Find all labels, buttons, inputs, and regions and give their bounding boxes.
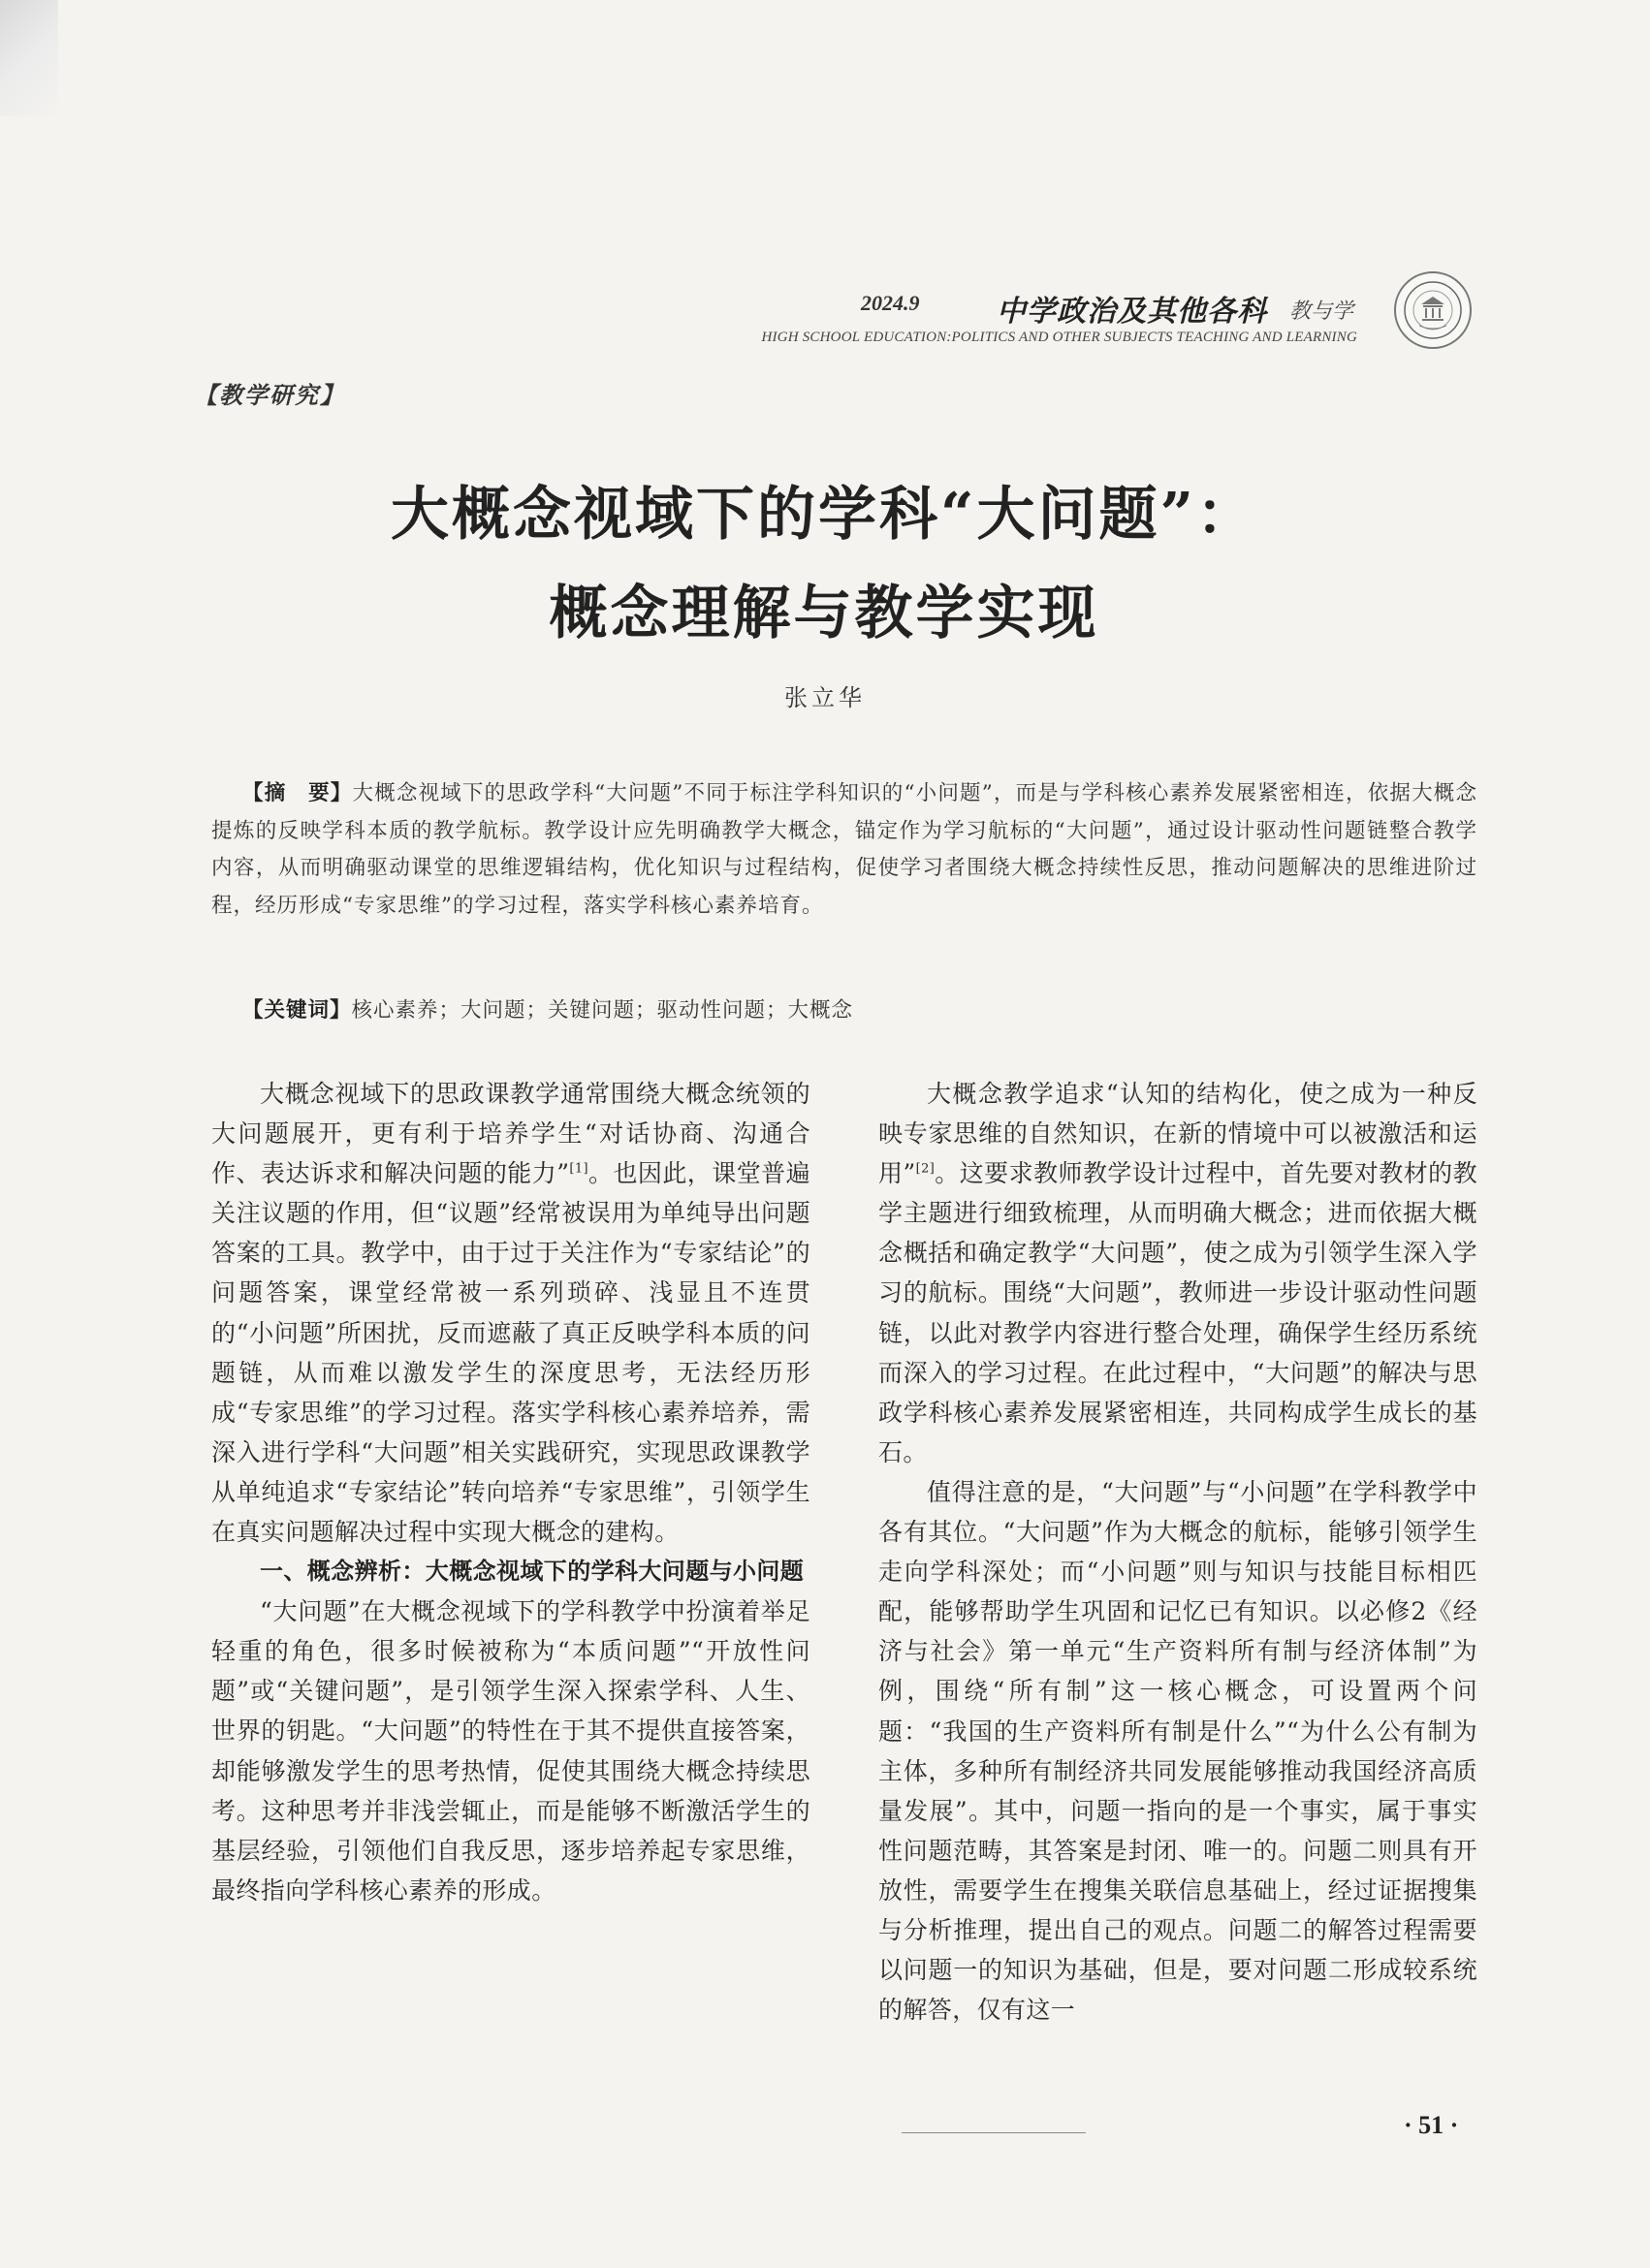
body-column-left [211,1074,810,1910]
journal-english-name: HIGH SCHOOL EDUCATION:POLITICS AND OTHER SUBJECTS TEACHING AND LEARNING [761,330,1357,345]
author-name: 张立华 [784,684,866,711]
article-title [145,465,1503,663]
abstract-text: 大概念视域下的思政学科“大问题”不同于标注学科知识的“小问题”，而是与学科核心素养发展紧密相连，依据大概念提炼的反映学科本质的教学航标。教学设计应先明确教学大概念，锚定作为学习航标的“大问题”，通过设计驱动性问题链整合教学内容，从而明确驱动课堂的思维逻辑结构，优化知识与过程结构，促使学习者围绕大概念持续性反思，推动问题解决的思维进阶过程，经历形成“专家思维”的学习过程，落实学科核心素养培育。 [211,781,1477,918]
issue-number: 2024.9 [861,291,920,315]
paragraph-text: 大概念视域下的思政课教学通常围绕大概念统领的大问题展开，更有利于培养学生“对话协商、沟通合作、表达诉求和解决问题的能力” [211,1080,810,1188]
abstract [211,775,1477,925]
scan-corner-shadow [0,0,58,116]
page-number: · 51 · [1404,2111,1459,2139]
journal-name: 中学政治及其他各科 [997,295,1267,329]
abstract-label: 【摘 要】 [242,781,353,805]
paragraph [878,1074,1477,1472]
paragraph-text: 。也因此，课堂普遍关注议题的作用，但“议题”经常被误用为单纯导出问题答案的工具。教学中，由于过于关注作为“专家结论”的问题答案，课堂经常被一系列琐碎、浅显且不连贯的“小问题”所困扰，反而遮蔽了真正反映学科本质的问题链，从而难以激发学生的深度思考，无法经历形成“专家思维”的学习过程。落实学科核心素养培养，需深入进行学科“大问题”相关实践研究，实现思政课教学从单纯追求“专家结论”转向培养“专家思维”，引领学生在真实问题解决过程中实现大概念的建构。 [211,1159,810,1547]
paragraph: “大问题”在大概念视域下的学科教学中扮演着举足轻重的角色，很多时候被称为“本质问题”“开放性问题”或“关键问题”，是引领学生深入探索学科、人生、世界的钥匙。“大问题”的特性在于其不提供直接答案，却能够激发学生的思考热情，促使其围绕大概念持续思考。这种思考并非浅尝辄止，而是能够不断激活学生的基层经验，引领他们自我反思，逐步培养起专家思维，最终指向学科核心素养的形成。 [211,1597,810,1905]
paragraph [211,1074,810,1552]
paragraph-text: 大概念教学追求“认知的结构化，使之成为一种反映专家思维的自然知识，在新的情境中可以被激活和运用” [878,1080,1477,1188]
paragraph-text: 。这要求教师教学设计过程中，首先要对教材的教学主题进行细致梳理，从而明确大概念；进而依据大概念概括和确定教学“大问题”，使之成为引领学生深入学习的航标。围绕“大问题”，教师进一步设计驱动性问题链，以此对教学内容进行整合处理，确保学生经历系统而深入的学习过程。在此过程中，“大问题”的解决与思政学科核心素养发展紧密相连，共同构成学生成长的基石。 [878,1159,1477,1466]
body-column-right [878,1074,1477,2030]
keywords [242,992,1474,1029]
citation-ref: [2] [915,1161,936,1177]
journal-title-line [861,287,1384,333]
university-seal-logo [1394,271,1472,349]
footnote-rule [902,2132,1086,2133]
keywords-text: 核心素养；大问题；关键问题；驱动性问题；大概念 [351,998,854,1023]
citation-ref: [1] [569,1161,588,1177]
journal-name-suffix: 教与学 [1289,299,1354,324]
section-tag: 【教学研究】 [194,382,345,409]
title-line-2: 概念理解与教学实现 [549,580,1099,647]
keywords-label: 【关键词】 [242,998,352,1023]
title-line-1: 大概念视域下的学科“大问题”： [390,481,1258,549]
paragraph: 值得注意的是，“大问题”与“小问题”在学科教学中各有其位。“大问题”作为大概念的航标，能够引领学生走向学科深处；而“小问题”则与知识与技能目标相匹配，能够帮助学生巩固和记忆已有知识。以必修2《经济与社会》第一单元“生产资料所有制与经济体制”为例，围绕“所有制”这一核心概念，可设置两个问题：“我国的生产资料所有制是什么”“为什么公有制为主体，多种所有制经济共同发展能够推动我国经济高质量发展”。其中，问题一指向的是一个事实，属于事实性问题范畴，其答案是封闭、唯一的。问题二则具有开放性，需要学生在搜集关联信息基础上，经过证据搜集与分析推理，提出自己的观点。问题二的解答过程需要以问题一的知识为基础，但是，要对问题二形成较系统的解答，仅有这一 [878,1477,1477,2025]
section-heading: 一、概念辨析：大概念视域下的学科大问题与小问题 [260,1558,805,1586]
